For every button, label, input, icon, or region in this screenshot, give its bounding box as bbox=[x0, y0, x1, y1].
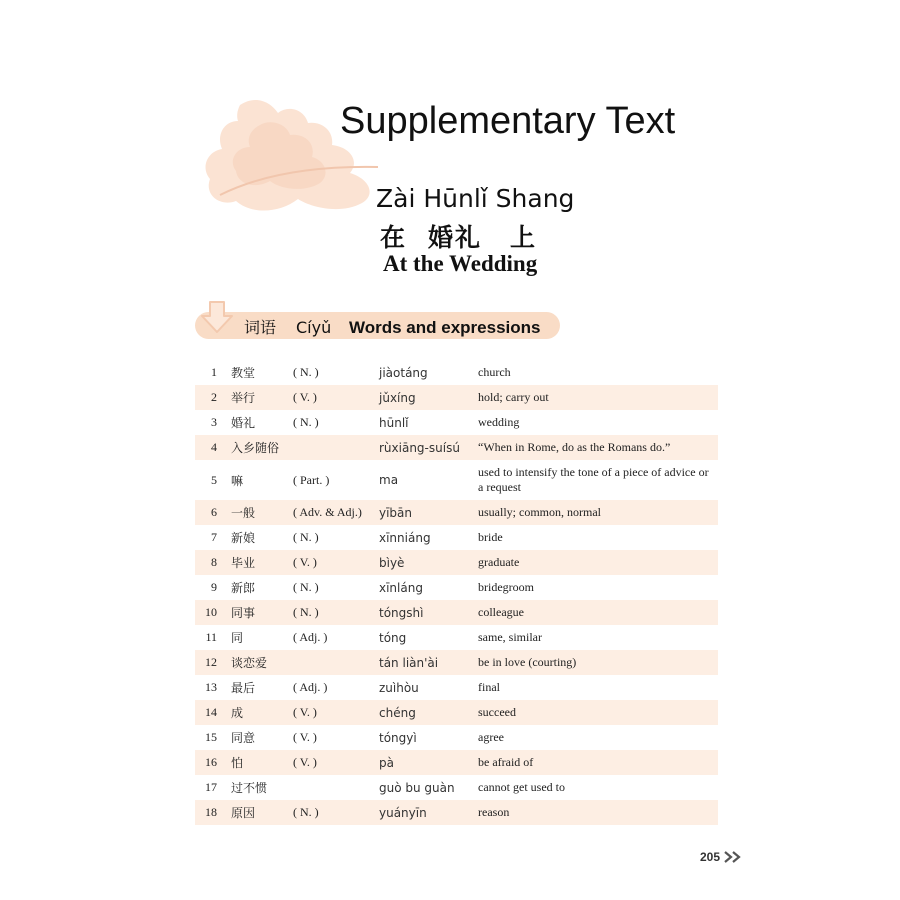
vocab-part-of-speech: ( V. ) bbox=[293, 390, 317, 404]
double-chevron-right-icon bbox=[724, 851, 742, 863]
vocab-number: 13 bbox=[205, 680, 217, 694]
vocab-pinyin: yībān bbox=[379, 505, 413, 520]
vocab-hanzi: 原因 bbox=[231, 806, 256, 820]
vocab-meaning: agree bbox=[478, 730, 504, 744]
vocab-meaning: final bbox=[478, 680, 500, 694]
chinese-title-word: 婚礼 bbox=[428, 223, 483, 252]
vocab-pinyin: hūnlǐ bbox=[379, 415, 409, 430]
vocab-row bbox=[195, 360, 718, 385]
vocab-number: 4 bbox=[211, 440, 217, 454]
vocab-number: 2 bbox=[211, 390, 217, 404]
vocab-part-of-speech: ( N. ) bbox=[293, 605, 319, 619]
vocab-part-of-speech: ( Adj. ) bbox=[293, 680, 328, 694]
vocab-row bbox=[195, 625, 718, 650]
vocab-number: 16 bbox=[205, 755, 217, 769]
vocab-hanzi: 同 bbox=[231, 631, 244, 645]
vocab-meaning: colleague bbox=[478, 605, 524, 619]
vocab-meaning: succeed bbox=[478, 705, 516, 719]
vocab-part-of-speech: ( Part. ) bbox=[293, 472, 330, 487]
vocab-meaning: hold; carry out bbox=[478, 390, 549, 404]
vocab-number: 1 bbox=[211, 365, 217, 379]
vocab-pinyin: bìyè bbox=[379, 555, 405, 570]
vocab-part-of-speech: ( N. ) bbox=[293, 805, 319, 819]
vocab-hanzi: 同意 bbox=[231, 731, 256, 745]
vocab-hanzi: 谈恋爱 bbox=[231, 656, 268, 670]
vocab-part-of-speech: ( N. ) bbox=[293, 415, 319, 429]
vocabulary-table bbox=[195, 360, 718, 825]
vocab-number: 9 bbox=[211, 580, 217, 594]
vocab-part-of-speech: ( V. ) bbox=[293, 705, 317, 719]
vocab-meaning: reason bbox=[478, 805, 510, 819]
vocab-meaning: be in love (courting) bbox=[478, 655, 577, 669]
vocab-hanzi: 成 bbox=[231, 706, 244, 720]
vocab-pinyin: jǔxíng bbox=[379, 390, 416, 405]
section-heading bbox=[244, 315, 540, 338]
vocab-row bbox=[195, 500, 718, 525]
chinese-title-word: 在 bbox=[380, 223, 408, 252]
vocab-part-of-speech: ( V. ) bbox=[293, 730, 317, 744]
vocab-number: 15 bbox=[205, 730, 217, 744]
vocab-row bbox=[195, 435, 718, 460]
vocab-meaning: be afraid of bbox=[478, 755, 534, 769]
vocab-pinyin: ma bbox=[379, 473, 399, 487]
section-heading-pinyin: Cíyǔ bbox=[296, 318, 332, 337]
vocab-row bbox=[195, 600, 718, 625]
section-heading-english: Words and expressions bbox=[349, 318, 541, 337]
lesson-pinyin-title: Zài Hūnlǐ Shang bbox=[376, 184, 575, 213]
vocab-row bbox=[195, 460, 718, 500]
page-number: 205 bbox=[700, 850, 721, 864]
vocab-row bbox=[195, 385, 718, 410]
vocab-number: 18 bbox=[205, 805, 217, 819]
vocab-part-of-speech: ( N. ) bbox=[293, 530, 319, 544]
lesson-english-title: At the Wedding bbox=[383, 251, 538, 276]
vocab-row bbox=[195, 700, 718, 725]
vocab-part-of-speech: ( Adv. & Adj.) bbox=[293, 505, 362, 519]
vocab-number: 12 bbox=[205, 655, 217, 669]
vocab-hanzi: 举行 bbox=[231, 391, 256, 405]
vocab-hanzi: 教堂 bbox=[231, 366, 256, 380]
vocab-number: 11 bbox=[205, 630, 217, 644]
vocab-hanzi: 毕业 bbox=[231, 556, 256, 570]
vocab-row bbox=[195, 410, 718, 435]
vocab-meaning: used to intensify the tone of a piece of advice or a request bbox=[478, 465, 709, 494]
down-arrow-icon bbox=[200, 300, 234, 336]
vocab-pinyin: xīnniáng bbox=[379, 530, 431, 545]
section-heading-chinese: 词语 bbox=[244, 318, 277, 337]
vocab-pinyin: rùxiāng-suísú bbox=[379, 440, 460, 455]
page-title: Supplementary Text bbox=[340, 100, 676, 142]
vocab-pinyin: tóng bbox=[379, 630, 407, 645]
vocab-pinyin: tán liàn'ài bbox=[379, 655, 439, 670]
vocab-pinyin: jiàotáng bbox=[379, 365, 428, 380]
vocab-number: 3 bbox=[211, 415, 217, 429]
vocab-row bbox=[195, 525, 718, 550]
vocab-pinyin: pà bbox=[379, 755, 394, 770]
vocab-meaning: same, similar bbox=[478, 630, 542, 644]
vocab-hanzi: 入乡随俗 bbox=[231, 441, 280, 455]
vocab-hanzi: 嘛 bbox=[231, 473, 244, 488]
vocab-row bbox=[195, 750, 718, 775]
vocab-row bbox=[195, 800, 718, 825]
chinese-title-word: 上 bbox=[510, 223, 538, 252]
vocab-number: 8 bbox=[211, 555, 217, 569]
vocab-part-of-speech: ( N. ) bbox=[293, 580, 319, 594]
vocab-hanzi: 婚礼 bbox=[231, 416, 256, 430]
vocab-meaning: graduate bbox=[478, 555, 520, 569]
vocab-row bbox=[195, 550, 718, 575]
vocab-number: 6 bbox=[211, 505, 217, 519]
vocab-number: 14 bbox=[205, 705, 217, 719]
lesson-chinese-title bbox=[380, 218, 537, 254]
vocab-pinyin: tóngyì bbox=[379, 730, 417, 745]
vocab-meaning: wedding bbox=[478, 415, 520, 429]
vocab-meaning: bridegroom bbox=[478, 580, 534, 594]
vocab-part-of-speech: ( N. ) bbox=[293, 365, 319, 379]
vocab-hanzi: 过不惯 bbox=[231, 781, 268, 795]
vocab-hanzi: 新郎 bbox=[231, 581, 256, 595]
vocab-hanzi: 一般 bbox=[231, 506, 256, 520]
vocab-meaning: cannot get used to bbox=[478, 780, 565, 794]
vocab-hanzi: 最后 bbox=[231, 681, 256, 695]
vocab-part-of-speech: ( Adj. ) bbox=[293, 630, 328, 644]
vocab-number: 10 bbox=[205, 605, 217, 619]
vocab-part-of-speech: ( V. ) bbox=[293, 755, 317, 769]
vocab-pinyin: xīnláng bbox=[379, 580, 423, 595]
vocab-pinyin: tóngshì bbox=[379, 605, 424, 620]
vocab-meaning: usually; common, normal bbox=[478, 505, 601, 519]
vocab-meaning: church bbox=[478, 365, 511, 379]
vocab-row bbox=[195, 675, 718, 700]
vocab-number: 17 bbox=[205, 780, 217, 794]
vocab-number: 5 bbox=[211, 472, 217, 487]
vocab-hanzi: 怕 bbox=[231, 756, 244, 770]
vocab-meaning: “When in Rome, do as the Romans do.” bbox=[478, 440, 671, 454]
vocab-row bbox=[195, 575, 718, 600]
vocab-row bbox=[195, 775, 718, 800]
vocab-hanzi: 同事 bbox=[231, 606, 256, 620]
vocab-number: 7 bbox=[211, 530, 217, 544]
vocab-pinyin: chéng bbox=[379, 705, 416, 720]
vocab-row bbox=[195, 725, 718, 750]
vocab-pinyin: yuányīn bbox=[379, 805, 427, 820]
vocab-hanzi: 新娘 bbox=[231, 531, 256, 545]
vocab-meaning: bride bbox=[478, 530, 503, 544]
vocab-part-of-speech: ( V. ) bbox=[293, 555, 317, 569]
vocab-pinyin: zuìhòu bbox=[379, 680, 419, 695]
vocab-row bbox=[195, 650, 718, 675]
vocab-pinyin: guò bu guàn bbox=[379, 780, 455, 795]
